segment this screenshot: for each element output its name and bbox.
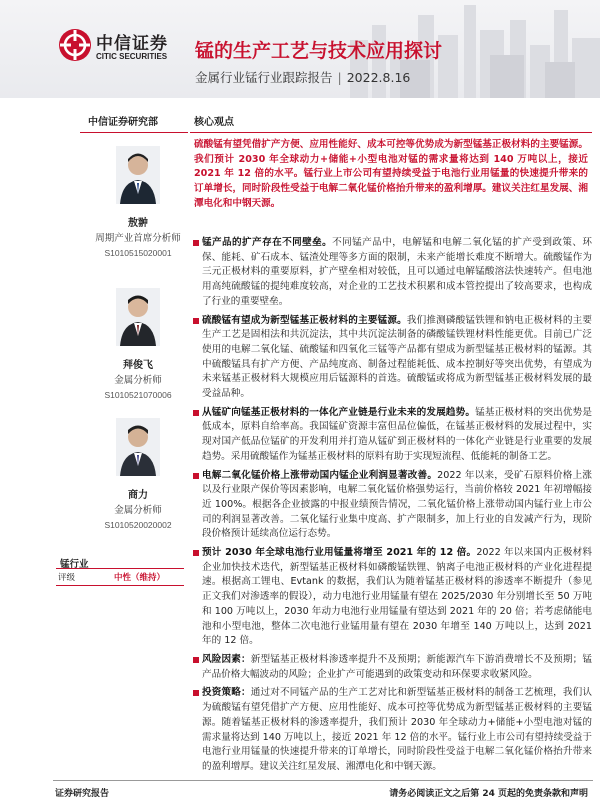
analyst-title: 金属分析师 (114, 375, 162, 386)
bullet-heading: 风险因素： (202, 653, 251, 665)
analyst-sidebar (0, 98, 185, 778)
bullet-heading: 从锰矿向锰基正极材料的一体化产业链是行业未来的发展趋势。 (202, 406, 476, 418)
bullet-paragraph (190, 236, 592, 310)
analyst-card (88, 288, 188, 400)
analyst-name: 敖翀 (128, 218, 148, 229)
report-title: 锰的生产工艺与技术应用探讨 (195, 40, 443, 62)
bullet-paragraph (190, 314, 592, 402)
sidebar-rule (80, 132, 188, 133)
bullet-body: 通过对不同锰产品的生产工艺对比和新型锰基正极材料的制备工艺梳理，我们认为硫酸锰有望凭借扩产方便、应用性能好、成本可控等优势成为新型锰基正极材料的主要锰源。随着锰基正极材料的渗透率提升，我们预计 2030 年全球动力+储能+小型电池对锰的需求量将达到 140 万吨以上，接近 2021 年 12 倍的水平。锰行业上市公司有望持续受益于电池行业用锰量的快速提升带来的订单增长，同时阶段性受益于电解二氧化锰价格抬升带来的盈利增厚。建议关注红星发展、湘潭电化和中钢天源。 (202, 687, 593, 772)
report-subtitle (195, 68, 410, 86)
bullet-heading: 硫酸锰有望成为新型锰基正极材料的主要锰源。 (202, 314, 407, 326)
bullet-paragraph (190, 653, 592, 682)
rating-key: 评级 (58, 573, 76, 583)
core-views-title: 核心观点 (194, 117, 234, 128)
bullet-paragraph (190, 469, 592, 543)
rating-box (56, 568, 184, 586)
logo-english-name: CITIC SECURITIES (96, 52, 168, 61)
bullet-body: 新型锰基正极材料渗透率提升不及预期；新能源汽车下游消费增长不及预期；锰产品价格大幅波动的风险；企业扩产可能遇到的政策变动和环保要求收紧风险。 (202, 653, 593, 680)
bullet-body: 2022 年以来，受矿石原料价格上涨以及行业限产保价等因素影响，电解二氧化锰价格强势运行，当前价格较 2021 年初增幅接近 100%。根据各企业披露的中报业绩预告情况，二氧化锰价格上涨带动国内锰行业上市公司的利润显著改善。二氧化锰行业集中度高、扩产限制多，加上行业的自发减产行为，现阶段价格预计延续高位运行态势。 (202, 469, 592, 540)
analyst-id: S1010520020002 (104, 520, 172, 530)
bullet-body: 不同锰产品中，电解锰和电解二氧化锰的扩产受到政策、环保、能耗、矿石成本、锰渣处理等多方面的限制，未来产能增长难度不断增大。硫酸锰作为三元正极材料的重要原料，扩产壁垒相对较低，且可以通过电解锰酸溶法快速转产。但电池用高纯硫酸锰的提纯难度较高，对企业的工艺技术积累和成本管控提出了较高要求，也构成了行业的重要壁垒。 (202, 237, 593, 307)
subtitle-date: 2022.8.16 (346, 70, 411, 85)
citic-logo-mark-icon (58, 28, 92, 62)
industry-label: 锰行业 (60, 559, 89, 570)
bullet-heading: 锰产品的扩产存在不同壁垒。 (202, 237, 333, 248)
analyst-title: 周期产业首席分析师 (95, 233, 181, 244)
analyst-id: S1010515020001 (104, 248, 172, 258)
analyst-photo-icon (116, 418, 160, 476)
report-header (0, 0, 600, 98)
core-views-rule (190, 132, 592, 133)
analyst-photo-icon (116, 146, 160, 204)
bullet-heading: 投资策略： (202, 687, 251, 699)
bullet-heading: 预计 2030 年全球电池行业用锰量将增至 2021 年的 12 倍。 (202, 547, 477, 559)
subtitle-industry: 金属行业锰行业跟踪报告 (195, 70, 333, 85)
analyst-card (88, 418, 188, 530)
logo-chinese-name: 中信证券 (96, 34, 168, 54)
bullet-paragraph (190, 406, 592, 465)
citic-logo (58, 28, 188, 72)
footer-rule (53, 780, 593, 781)
rating-value: 中性（维持） (114, 573, 166, 583)
bullet-body: 我们推测磷酸锰铁锂和钠电正极材料的主要生产工艺是固相法和共沉淀法，其中共沉淀法制备的磷酸锰铁锂材料性能更优。目前已广泛使用的电解二氧化锰、硫酸锰和四氧化三锰等产品都有望成为新型锰基正极材料的锰源。其中硫酸锰具有扩产方便、产品纯度高、制备过程能耗低、成本控制好等突出优势，有望成为未来锰基正极材料大规模应用后锰源料的首选。硫酸锰或将成为新型锰基正极材料发展的最受益品种。 (202, 314, 593, 400)
bullet-heading: 电解二氧化锰价格上涨带动国内锰企业利润显著改善。 (202, 469, 438, 481)
bullet-paragraph (190, 546, 592, 649)
footer-disclaimer: 请务必阅读正文之后第 24 页起的免责条款和声明 (389, 789, 588, 799)
bullet-paragraph (190, 686, 592, 774)
analyst-id: S1010521070006 (104, 390, 172, 400)
bullet-body: 锰基正极材料的突出优势是低成本，原料自给率高。我国锰矿资源丰富但品位偏低，在锰基正极材料的发展过程中，实现对国产低品位锰矿的开发利用并打造从锰矿到正极材料的一体化产业链是行业重要的发展趋势。采用硫酸锰作为锰基正极材料的原料有助于实现短流程、低能耗的制备工艺。 (202, 406, 593, 462)
analyst-name: 商力 (128, 490, 148, 501)
bullet-list (190, 236, 592, 775)
research-institute: 中信证券研究部 (88, 117, 158, 128)
summary-text: 硫酸锰有望凭借扩产方便、应用性能好、成本可控等优势成为新型锰基正极材料的主要锰源。我们预计 2030 年全球动力+储能+小型电池对锰的需求量将达到 140 万吨以上，接近 2021 年 12 倍的水平。锰行业上市公司有望持续受益于电池行业用锰量的快速提升带来的订单增长，同时阶段性受益于电解二氧化锰价格抬升带来的盈利增厚。建议关注红星发展、湘潭电化和中钢天源。 (194, 139, 588, 209)
analyst-card (88, 146, 188, 258)
analyst-title: 金属分析师 (114, 505, 162, 516)
bullet-body: 2022 年以来国内正极材料企业加快技术迭代，新型锰基正极材料如磷酸锰铁锂、钠离子电池正极材料的产业化进程提速。根据高工锂电、Evtank 的数据，我们认为随着锰基正极材料的渗透率不断提升（参见正文我们对渗透率的假设），动力电池行业用锰量有望在 2025/2030 年分别增长至 50 万吨和 100 万吨以上，2030 年动力电池行业用锰量有望达到 2021 年的 20 倍；若考虑储能电池和小型电池，整体二次电池行业锰用量有望在 2030 年增至 140 万吨以上，达到 2021 年的 12 倍。 (202, 547, 593, 647)
subtitle-separator: | (337, 70, 342, 85)
analyst-name: 拜俊飞 (123, 360, 153, 371)
analyst-photo-icon (116, 288, 160, 346)
footer-report-type: 证券研究报告 (55, 789, 110, 799)
